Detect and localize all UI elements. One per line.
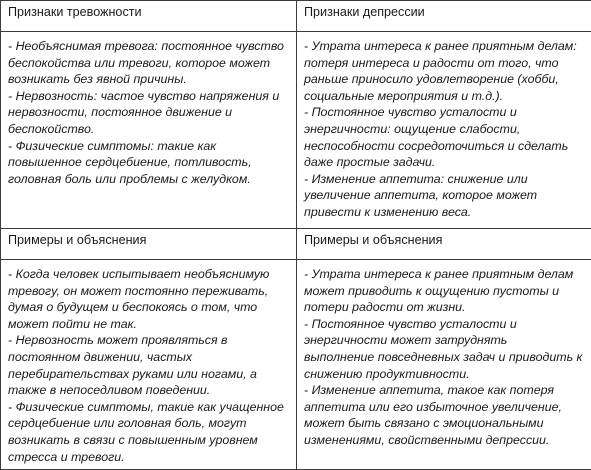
cell-header-text: Признаки тревожности [8, 5, 142, 19]
cell-anxiety-examples[interactable] [1, 260, 297, 470]
cell-text-line: головная боль или проблемы с желудком. [8, 171, 289, 188]
cell-text-line: - Нервозность: частое чувство напряжения и [8, 88, 289, 105]
cell-text-line: сердцебиение или головная боль, могут [8, 415, 289, 432]
cell-text-line: может приводить к ощущению пустоты и [304, 283, 584, 300]
cell-text-line: беспокойство. [8, 121, 289, 138]
cell-text-line: потери радости от жизни. [304, 299, 584, 316]
cell-header-text: Примеры и объяснения [8, 233, 146, 247]
cell-text-line: - Постоянное чувство усталости и [304, 104, 584, 121]
cell-text-line: - Необъяснимая тревога: постоянное чувство [8, 38, 289, 55]
cell-text-line: тревогу, он может постоянно переживать, [8, 283, 289, 300]
cell-text-line: - Изменение аппетита, такое как потеря [304, 382, 584, 399]
cell-text-line: - Постоянное чувство усталости и [304, 316, 584, 333]
cell-text-line: - Физические симптомы, такие как учащенное [8, 399, 289, 416]
table-row-examples [1, 260, 591, 470]
cell-text-line: постоянном движении, частых [8, 349, 289, 366]
cell-text-line: возникать в связи с повышенным уровнем [8, 432, 289, 449]
cell-anxiety-signs[interactable] [1, 32, 297, 229]
cell-text-line: выполнение повседневных задач и приводить к [304, 349, 584, 366]
cell-text-line: даже простые задачи. [304, 154, 584, 171]
cell-text-line: аппетита или его избыточное увеличение, [304, 399, 584, 416]
cell-text-line: повышенное сердцебиение, потливость, [8, 154, 289, 171]
cell-text-line: - Физические симптомы: такие как [8, 138, 289, 155]
cell-text-line: может быть связано с эмоциональными [304, 415, 584, 432]
cell-anxiety-signs-header[interactable] [1, 1, 297, 32]
cell-text-line: - Изменение аппетита: снижение или [304, 171, 584, 188]
cell-text-line: - Утрата интереса к ранее приятным делам [304, 266, 584, 283]
cell-text-line: - Нервозность может проявляться в [8, 332, 289, 349]
cell-text-line: раньше приносило удовлетворение (хобби, [304, 71, 584, 88]
cell-text-line: энергичности может затруднять [304, 332, 584, 349]
cell-text-line: увеличение аппетита, которое может [304, 187, 584, 204]
cell-depression-signs-header[interactable] [297, 1, 591, 32]
table-row-header-signs [1, 1, 591, 32]
cell-text-line: стресса и тревоги. [8, 449, 289, 466]
cell-text-line: - Когда человек испытывает необъяснимую [8, 266, 289, 283]
cell-text-line: потеря интереса и радости от того, что [304, 55, 584, 72]
table-row-signs [1, 32, 591, 229]
cell-depression-examples[interactable] [297, 260, 591, 470]
cell-text-line: неспособности сосредоточиться и сделать [304, 138, 584, 155]
cell-text-line: думая о будущем и беспокоясь о том, что [8, 299, 289, 316]
cell-text-line: может пойти не так. [8, 316, 289, 333]
cell-text-line: - Утрата интереса к ранее приятным делам: [304, 38, 584, 55]
cell-header-text: Примеры и объяснения [304, 233, 442, 247]
cell-text-line: также в непоседливом поведении. [8, 382, 289, 399]
cell-depression-examples-header[interactable] [297, 229, 591, 260]
table-row-header-examples [1, 229, 591, 260]
cell-text-line: социальные мероприятия и т.д.). [304, 88, 584, 105]
cell-text-line: возникать без явной причины. [8, 71, 289, 88]
cell-text-line: привести к изменению веса. [304, 204, 584, 221]
cell-header-text: Признаки депрессии [304, 5, 425, 19]
cell-depression-signs[interactable] [297, 32, 591, 229]
cell-text-line: нервозности, постоянное движение и [8, 104, 289, 121]
cell-text-line: перебирательствах руками или ногами, а [8, 366, 289, 383]
cell-anxiety-examples-header[interactable] [1, 229, 297, 260]
cell-text-line: энергичности: ощущение слабости, [304, 121, 584, 138]
cell-text-line: изменениями, свойственными депрессии. [304, 432, 584, 449]
cell-text-line: снижению продуктивности. [304, 366, 584, 383]
cell-text-line: беспокойства или тревоги, которое может [8, 55, 289, 72]
